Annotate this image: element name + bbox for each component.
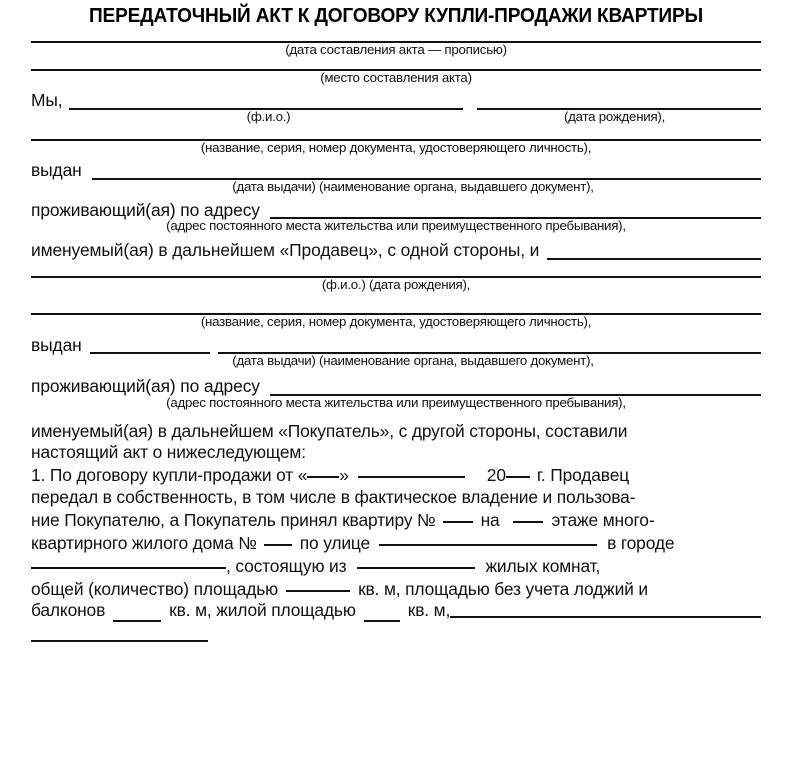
caption-place-of-act: (место составления акта) bbox=[320, 70, 472, 86]
blank-living-area[interactable] bbox=[364, 608, 400, 622]
blank-street[interactable] bbox=[379, 532, 597, 546]
label-we: Мы, bbox=[31, 90, 63, 111]
label-seller-issued: выдан bbox=[31, 160, 82, 181]
caption-seller-id-document: (название, серия, номер документа, удостоверяющего личность), bbox=[200, 139, 592, 155]
clause-1-line7-c: кв. м, bbox=[407, 600, 451, 621]
caption-seller-birth-date: (дата рождения), bbox=[563, 108, 666, 124]
blank-line-footer-partial[interactable] bbox=[31, 640, 208, 642]
blank-rooms-count[interactable] bbox=[357, 555, 475, 569]
row-buyer-issued bbox=[31, 337, 761, 354]
caption-seller-issue-authority: (дата выдачи) (наименование органа, выдавшего документ), bbox=[232, 178, 594, 194]
blank-balcony-area[interactable] bbox=[113, 608, 161, 622]
label-buyer-issued: выдан bbox=[31, 335, 82, 356]
text-buyer-clause-line2: настоящий акт о нижеследующем: bbox=[31, 442, 306, 463]
clause-1-line7-a: балконов bbox=[31, 600, 106, 621]
clause-1-line-1 bbox=[31, 464, 761, 487]
clause-1-text-c: 20 bbox=[486, 465, 506, 486]
field-buyer-address bbox=[0, 369, 792, 410]
blank-day[interactable] bbox=[307, 464, 339, 478]
row-seller-address bbox=[31, 199, 761, 220]
blank-year[interactable] bbox=[506, 464, 530, 478]
clause-1-line3-c: этаже много- bbox=[551, 510, 655, 530]
blank-line-apartment-extra[interactable] bbox=[450, 616, 761, 618]
field-seller-identity bbox=[0, 86, 792, 124]
caption-date-of-act: (дата составления акта — прописью) bbox=[285, 41, 507, 57]
clause-1-line4-c: в городе bbox=[607, 532, 675, 553]
row-buyer-address bbox=[31, 378, 761, 395]
blank-floor[interactable] bbox=[513, 509, 543, 523]
caption-buyer-issue-authority: (дата выдачи) (наименование органа, выдавшего документ), bbox=[232, 353, 594, 369]
clause-1-line4-a: квартирного жилого дома № bbox=[31, 532, 257, 553]
clause-1-line-6 bbox=[31, 578, 761, 601]
main-body bbox=[0, 411, 792, 623]
blank-house-number[interactable] bbox=[264, 532, 292, 546]
row-caption-fio-birth bbox=[31, 110, 761, 125]
blank-total-area[interactable] bbox=[286, 578, 350, 592]
clause-1-line6-a: общей (количество) площадью bbox=[31, 578, 279, 599]
caption-buyer-fio-birth-date: (ф.и.о.) (дата рождения), bbox=[321, 277, 471, 293]
clause-1-line7-b: кв. м, жилой площадью bbox=[169, 600, 356, 621]
blank-line-buyer-start[interactable] bbox=[547, 258, 761, 260]
clause-1-line-3 bbox=[31, 509, 761, 532]
row-seller-designation bbox=[31, 240, 761, 260]
clause-1-line-2: передал в собственность, в том числе в фактическое владение и пользова- bbox=[31, 487, 636, 508]
page-title: ПЕРЕДАТОЧНЫЙ АКТ К ДОГОВОРУ КУПЛИ-ПРОДАЖИ КВАРТИРЫ bbox=[89, 4, 703, 27]
clause-1-line-7 bbox=[31, 600, 761, 622]
field-seller-address bbox=[0, 195, 792, 234]
field-seller-id-document bbox=[0, 125, 792, 156]
clause-1-line-5 bbox=[31, 555, 761, 578]
caption-buyer-id-document: (название, серия, номер документа, удостоверяющего личность), bbox=[200, 314, 592, 330]
blank-line-buyer-issue-date[interactable] bbox=[90, 352, 210, 354]
caption-seller-address: (адрес постоянного места жительства или преимущественного пребывания), bbox=[166, 218, 626, 234]
clause-1-line6-b: кв. м, площадью без учета лоджий и bbox=[358, 578, 648, 599]
clause-1-line-4 bbox=[31, 532, 761, 555]
text-seller-clause: именуемый(ая) в дальнейшем «Продавец», с одной стороны, и bbox=[31, 240, 540, 261]
label-seller-residing: проживающий(ая) по адресу bbox=[31, 199, 260, 220]
field-footer-partial bbox=[0, 622, 792, 642]
field-seller-designation bbox=[0, 234, 792, 260]
field-buyer-identity bbox=[0, 260, 792, 293]
field-place-of-act bbox=[0, 57, 792, 86]
clause-1-text-a: 1. По договору купли-продажи от « bbox=[31, 465, 308, 486]
caption-seller-fio: (ф.и.о.) bbox=[246, 108, 291, 124]
document-page bbox=[0, 6, 792, 774]
blank-apartment-number[interactable] bbox=[443, 509, 473, 523]
clause-1-line3-b: на bbox=[480, 510, 500, 530]
blank-city[interactable] bbox=[31, 555, 226, 569]
row-we-fio-birth bbox=[31, 92, 761, 109]
clause-1-line3-a: ние Покупателю, а Покупатель принял квартиру № bbox=[31, 510, 436, 530]
text-buyer-clause-line1: именуемый(ая) в дальнейшем «Покупатель», с другой стороны, составили bbox=[31, 420, 628, 441]
clause-1-line5-b: жилых комнат, bbox=[485, 555, 601, 576]
clause-1-text-d: г. Продавец bbox=[536, 465, 630, 486]
row-seller-issued bbox=[31, 162, 761, 179]
clause-1-line4-b: по улице bbox=[299, 532, 371, 553]
clause-1-line5-a: , состоящую из bbox=[226, 555, 347, 576]
blank-month[interactable] bbox=[358, 464, 465, 478]
field-seller-issued bbox=[0, 155, 792, 194]
caption-buyer-address: (адрес постоянного места жительства или преимущественного пребывания), bbox=[166, 394, 626, 410]
label-buyer-residing: проживающий(ая) по адресу bbox=[31, 376, 260, 397]
field-date-of-act bbox=[0, 27, 792, 58]
clause-1-text-b: » bbox=[339, 465, 349, 486]
field-buyer-issued bbox=[0, 330, 792, 369]
field-buyer-id-document bbox=[0, 293, 792, 330]
